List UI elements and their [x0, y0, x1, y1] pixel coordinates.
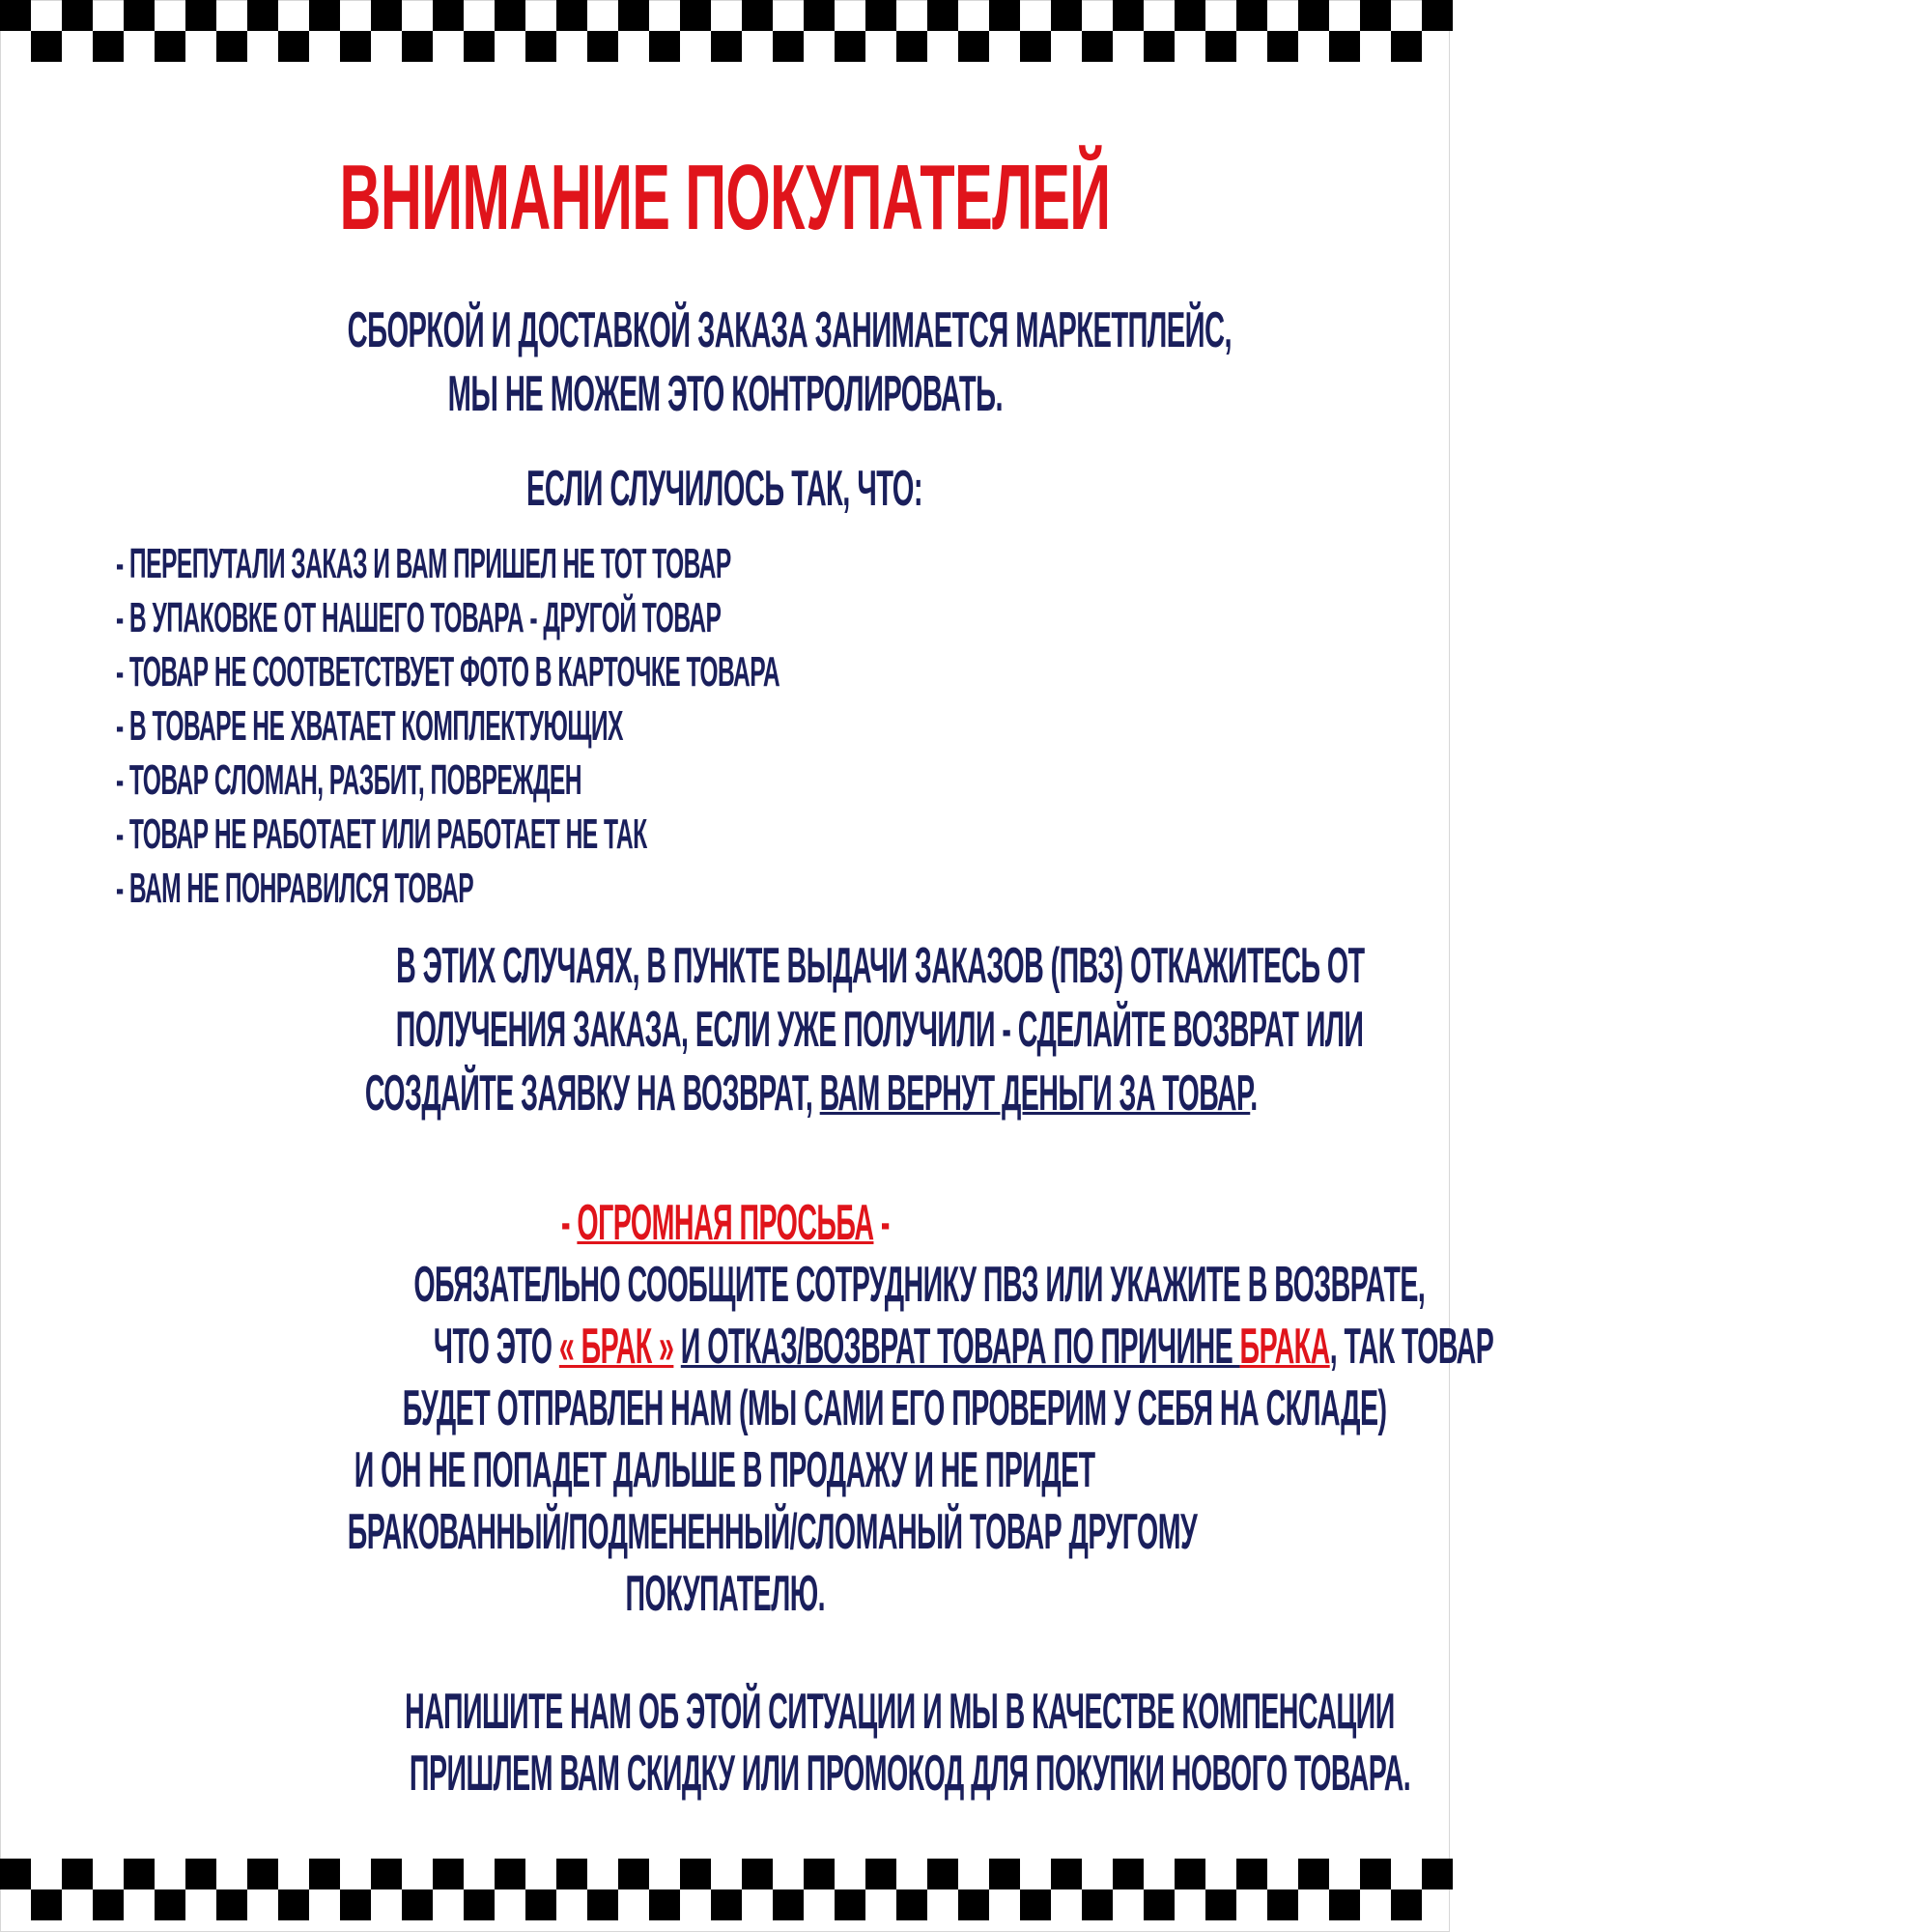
checker-square: [587, 31, 618, 62]
checker-square: [402, 31, 433, 62]
checker-square: [247, 1859, 278, 1889]
checker-square: [742, 1859, 773, 1889]
checker-square: [865, 0, 896, 31]
checker-square: [1360, 0, 1391, 31]
checker-square: [309, 0, 340, 31]
checker-square: [216, 1889, 247, 1920]
checker-square: [1329, 31, 1360, 62]
checker-square: [1113, 1859, 1144, 1889]
checker-square: [804, 0, 835, 31]
action-line-1: В ЭТИХ СЛУЧАЯХ, В ПУНКТЕ ВЫДАЧИ ЗАКАЗОВ (ПВЗ) ОТКАЖИТЕСЬ ОТ: [396, 938, 1365, 994]
checker-square: [989, 1859, 1020, 1889]
checker-square: [865, 1859, 896, 1889]
big-request-label: ОГРОМНАЯ ПРОСЬБА: [576, 1195, 874, 1251]
checker-square: [1360, 1859, 1391, 1889]
checker-square: [1082, 1889, 1113, 1920]
checker-square: [1051, 1859, 1082, 1889]
list-item: - ПЕРЕПУТАЛИ ЗАКАЗ И ВАМ ПРИШЕЛ НЕ ТОТ ТОВАР: [116, 540, 731, 587]
checker-square: [1267, 31, 1298, 62]
page-title: ВНИМАНИЕ ПОКУПАТЕЛЕЙ: [339, 146, 1111, 249]
checker-square: [896, 1889, 927, 1920]
bottom-checker-border: [0, 1859, 1450, 1920]
checker-square: [896, 31, 927, 62]
checker-square: [835, 31, 865, 62]
checker-square: [371, 0, 402, 31]
checker-square: [1175, 0, 1205, 31]
checker-square: [1144, 1889, 1175, 1920]
checker-square: [62, 1859, 93, 1889]
checker-square: [1329, 1889, 1360, 1920]
checker-square: [1298, 1859, 1329, 1889]
checker-square: [278, 31, 309, 62]
checker-square: [649, 1889, 680, 1920]
request-line-5: БРАКОВАННЫЙ/ПОДМЕНЕННЫЙ/СЛОМАНЫЙ ТОВАР ДРУГОМУ: [347, 1504, 1198, 1560]
checker-square: [1267, 1889, 1298, 1920]
checker-square: [773, 1889, 804, 1920]
checker-square: [31, 1889, 62, 1920]
request-line-2: ЧТО ЭТО « БРАК » И ОТКАЗ/ВОЗВРАТ ТОВАРА ПО ПРИЧИНЕ БРАКА, ТАК ТОВАР: [433, 1319, 1494, 1375]
checker-square: [495, 0, 525, 31]
request-line-4: И ОН НЕ ПОПАДЕТ ДАЛЬШЕ В ПРОДАЖУ И НЕ ПРИДЕТ: [354, 1442, 1095, 1498]
checker-square: [958, 31, 989, 62]
brak-quoted: « БРАК »: [558, 1319, 674, 1375]
request-heading: - ОГРОМНАЯ ПРОСЬБА -: [560, 1195, 890, 1251]
checker-square: [1020, 31, 1051, 62]
cases-heading: ЕСЛИ СЛУЧИЛОСЬ ТАК, ЧТО:: [526, 461, 923, 517]
top-checker-border: [0, 0, 1450, 62]
checker-square: [495, 1859, 525, 1889]
checker-square: [711, 31, 742, 62]
checker-square: [1051, 0, 1082, 31]
intro-line-1: СБОРКОЙ И ДОСТАВКОЙ ЗАКАЗА ЗАНИМАЕТСЯ МАРКЕТПЛЕЙС,: [347, 302, 1233, 358]
checker-square: [1298, 0, 1329, 31]
checker-square: [216, 31, 247, 62]
list-item: - ТОВАР НЕ РАБОТАЕТ ИЛИ РАБОТАЕТ НЕ ТАК: [116, 810, 647, 858]
checker-square: [155, 1889, 185, 1920]
checker-square: [185, 0, 216, 31]
checker-square: [371, 1859, 402, 1889]
checker-square: [618, 1859, 649, 1889]
checker-square: [773, 31, 804, 62]
checker-square: [649, 31, 680, 62]
checker-square: [1205, 31, 1236, 62]
checker-square: [958, 1889, 989, 1920]
checker-square: [927, 1859, 958, 1889]
checker-square: [927, 0, 958, 31]
checker-square: [1205, 1889, 1236, 1920]
checker-square: [804, 1859, 835, 1889]
list-item: - ВАМ НЕ ПОНРАВИЛСЯ ТОВАР: [116, 865, 474, 912]
checker-square: [742, 0, 773, 31]
list-item: - ТОВАР СЛОМАН, РАЗБИТ, ПОВРЕЖДЕН: [116, 756, 582, 804]
checker-square: [185, 1859, 216, 1889]
checker-square: [556, 0, 587, 31]
cases-list: [116, 537, 1372, 916]
checker-square: [247, 0, 278, 31]
checker-square: [1144, 31, 1175, 62]
checker-square: [525, 31, 556, 62]
checker-square: [464, 1889, 495, 1920]
checker-square: [340, 31, 371, 62]
checker-square: [124, 1859, 155, 1889]
checker-square: [124, 0, 155, 31]
checker-square: [93, 1889, 124, 1920]
checker-square: [556, 1859, 587, 1889]
checker-square: [989, 0, 1020, 31]
checker-square: [93, 31, 124, 62]
action-line-2: ПОЛУЧЕНИЯ ЗАКАЗА, ЕСЛИ УЖЕ ПОЛУЧИЛИ - СДЕЛАЙТЕ ВОЗВРАТ ИЛИ: [395, 1002, 1364, 1058]
checker-square: [525, 1889, 556, 1920]
checker-square: [402, 1889, 433, 1920]
list-item: - В УПАКОВКЕ ОТ НАШЕГО ТОВАРА - ДРУГОЙ ТОВАР: [116, 594, 722, 641]
compensation-line-1: НАПИШИТЕ НАМ ОБ ЭТОЙ СИТУАЦИИ И МЫ В КАЧЕСТВЕ КОМПЕНСАЦИИ: [405, 1684, 1395, 1740]
checker-square: [711, 1889, 742, 1920]
checker-square: [0, 1859, 31, 1889]
list-item: - В ТОВАРЕ НЕ ХВАТАЕТ КОМПЛЕКТУЮЩИХ: [116, 702, 623, 750]
checker-square: [1175, 1859, 1205, 1889]
checker-square: [309, 1859, 340, 1889]
checker-square: [62, 0, 93, 31]
checker-square: [1391, 1889, 1422, 1920]
checker-square: [1020, 1889, 1051, 1920]
compensation-line-2: ПРИШЛЕМ ВАМ СКИДКУ ИЛИ ПРОМОКОД ДЛЯ ПОКУПКИ НОВОГО ТОВАРА.: [409, 1746, 1411, 1802]
checker-square: [1082, 31, 1113, 62]
refund-emphasis: ВАМ ВЕРНУТ ДЕНЬГИ ЗА ТОВАР: [819, 1065, 1251, 1122]
checker-square: [0, 0, 31, 31]
request-line-3: БУДЕТ ОТПРАВЛЕН НАМ (МЫ САМИ ЕГО ПРОВЕРИМ У СЕБЯ НА СКЛАДЕ): [402, 1380, 1387, 1436]
checker-square: [618, 0, 649, 31]
checker-square: [1422, 1859, 1453, 1889]
checker-square: [1391, 31, 1422, 62]
checker-square: [1422, 0, 1453, 31]
checker-square: [464, 31, 495, 62]
checker-square: [1113, 0, 1144, 31]
checker-square: [278, 1889, 309, 1920]
checker-square: [835, 1889, 865, 1920]
action-line-3: СОЗДАЙТЕ ЗАЯВКУ НА ВОЗВРАТ, ВАМ ВЕРНУТ ДЕНЬГИ ЗА ТОВАР.: [364, 1065, 1258, 1122]
checker-square: [1236, 1859, 1267, 1889]
checker-square: [340, 1889, 371, 1920]
checker-square: [680, 0, 711, 31]
list-item: - ТОВАР НЕ СООТВЕТСТВУЕТ ФОТО В КАРТОЧКЕ ТОВАРА: [116, 648, 780, 696]
checker-square: [433, 0, 464, 31]
checker-square: [1236, 0, 1267, 31]
request-line-6: ПОКУПАТЕЛЮ.: [625, 1566, 825, 1622]
checker-square: [680, 1859, 711, 1889]
checker-square: [587, 1889, 618, 1920]
brak-word: БРАКА: [1239, 1319, 1330, 1375]
checker-square: [433, 1859, 464, 1889]
intro-line-2: МЫ НЕ МОЖЕМ ЭТО КОНТРОЛИРОВАТЬ.: [447, 366, 1003, 422]
request-line-1: ОБЯЗАТЕЛЬНО СООБЩИТЕ СОТРУДНИКУ ПВЗ ИЛИ УКАЖИТЕ В ВОЗВРАТЕ,: [413, 1257, 1426, 1313]
checker-square: [31, 31, 62, 62]
checker-square: [155, 31, 185, 62]
